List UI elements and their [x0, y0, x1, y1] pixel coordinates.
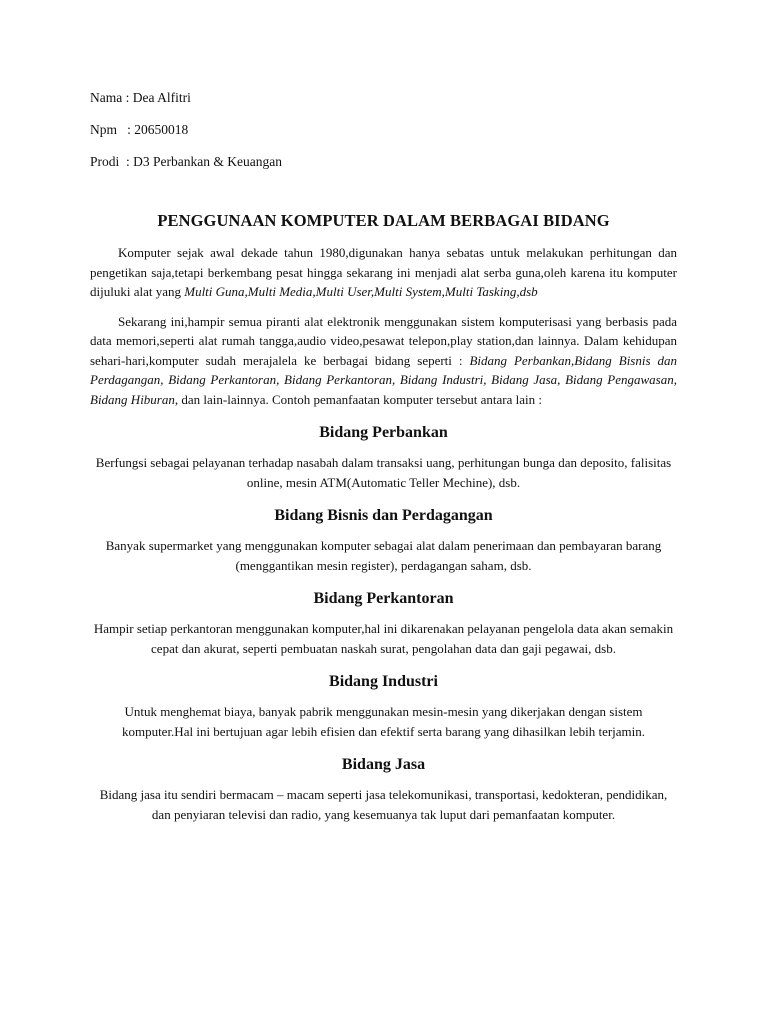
- section-body-perbankan: Berfungsi sebagai pelayanan terhadap nasabah dalam transaksi uang, perhitungan bunga dan deposito, falisitas online, mesin ATM(Automatic Teller Mechine), dsb.: [95, 455, 672, 490]
- section-title-jasa: Bidang Jasa: [341, 756, 426, 773]
- prodi-line: [90, 154, 677, 170]
- intro-paragraph-1-text: Komputer sejak awal dekade tahun 1980,digunakan hanya sebatas untuk melakukan perhitungan dan pengetikan saja,tetapi berkembang pesat hingga sekarang ini menjadi alat serba guna,oleh karena itu komputer dijuluki alat yang: [90, 245, 677, 299]
- intro-paragraph-2-italic: Bidang Perbankan,Bidang Bisnis dan Perdagangan, Bidang Perkantoran, Bidang Perkantoran, Bidang Industri, Bidang Jasa, Bidang Pengawasan, Bidang Hiburan: [90, 352, 677, 407]
- intro-paragraph-2-tail: , dan lain-lainnya. Contoh pemanfaatan komputer tersebut antara lain :: [174, 391, 542, 407]
- section-title-perbankan: Bidang Perbankan: [319, 424, 448, 441]
- intro-paragraph-2: [90, 312, 677, 410]
- prodi-label: Prodi :: [90, 154, 134, 169]
- name-value: Dea Alfitri: [132, 90, 191, 105]
- section-title-bisnis: Bidang Bisnis dan Perdagangan: [274, 507, 493, 524]
- name-label: Nama :: [90, 90, 133, 105]
- name-line: [90, 90, 677, 106]
- intro-paragraph-2-text: Sekarang ini,hampir semua piranti alat elektronik menggunakan sistem komputerisasi yang berbasis pada data memori,seperti alat rumah tangga,audio video,pesawat telepon,play station,dan lainnya. Dalam kehidupan sehari-hari,komputer sudah merajalela ke berbagai bidang seperti :: [90, 313, 677, 368]
- section-body-jasa: Bidang jasa itu sendiri bermacam – macam seperti jasa telekomunikasi, transportasi, kedokteran, pendidikan, dan penyiaran televisi dan radio, yang kesemuanya tak luput dari pemanfaatan komputer.: [99, 787, 668, 822]
- section-body-perkantoran: Hampir setiap perkantoran menggunakan komputer,hal ini dikarenakan pelayanan pengelola data akan semakin cepat dan akurat, seperti pembuatan naskah surat, pengolahan data dan gaji pegawai, dsb.: [93, 621, 674, 656]
- prodi-value: D3 Perbankan & Keuangan: [133, 154, 282, 169]
- npm-value: 20650018: [134, 122, 189, 137]
- section-title-industri: Bidang Industri: [329, 673, 438, 690]
- document-page: [90, 90, 677, 832]
- npm-label: Npm :: [90, 122, 135, 137]
- section-body-bisnis: Banyak supermarket yang menggunakan komputer sebagai alat dalam penerimaan dan pembayaran barang (menggantikan mesin register), perdagangan saham, dsb.: [105, 538, 662, 573]
- section-title-perkantoran: Bidang Perkantoran: [313, 590, 454, 607]
- document-title: PENGGUNAAN KOMPUTER DALAM BERBAGAI BIDANG: [157, 211, 610, 230]
- npm-line: [90, 122, 677, 138]
- section-body-industri: Untuk menghemat biaya, banyak pabrik menggunakan mesin-mesin yang dikerjakan dengan sistem komputer.Hal ini bertujuan agar lebih efisien dan efektif serta barang yang dihasilkan lebih terjamin.: [121, 704, 646, 739]
- intro-paragraph-1: [90, 243, 677, 302]
- intro-paragraph-1-italic: Multi Guna,Multi Media,Multi User,Multi System,Multi Tasking,dsb: [184, 284, 538, 299]
